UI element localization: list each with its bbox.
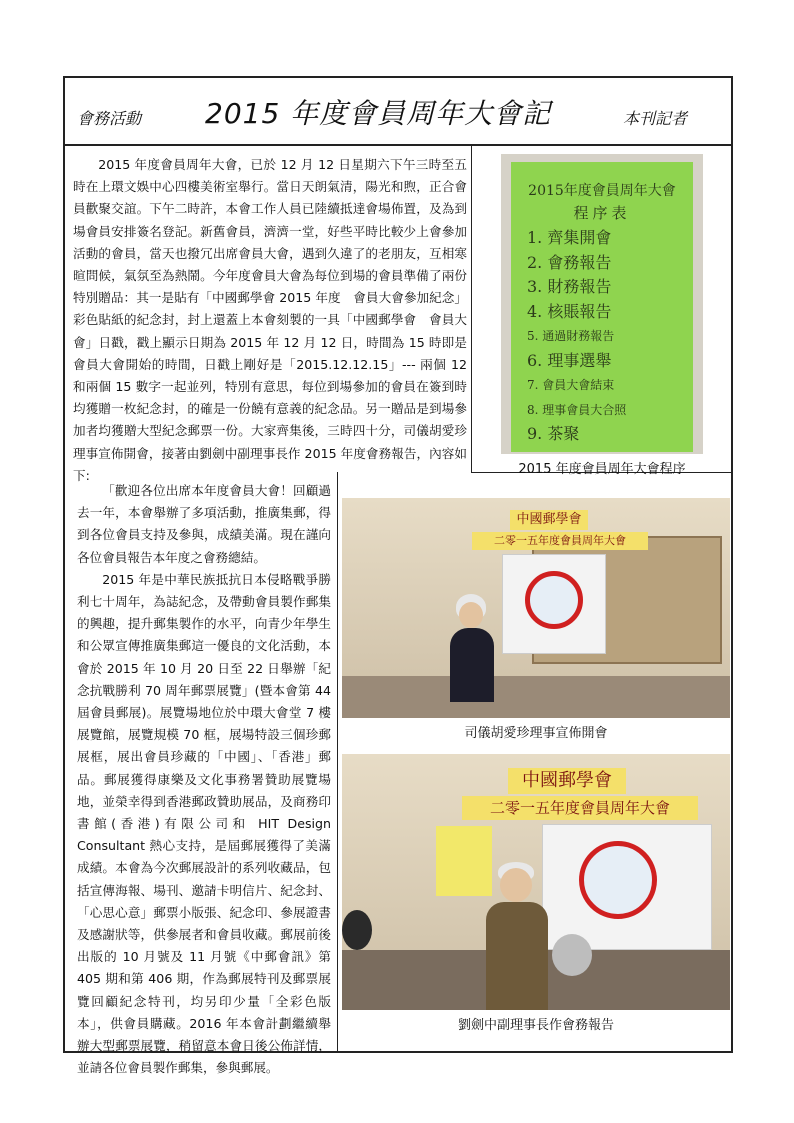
program-list [527, 226, 626, 447]
program-item: 6. 理事選舉 [527, 350, 612, 370]
article-frame [63, 76, 733, 1076]
program-item: 4. 核賬報告 [527, 301, 612, 321]
society-emblem [525, 571, 583, 629]
column-divider-upper [471, 146, 472, 473]
photo-caption-program: 2015 年度會員周年大會程序 [518, 462, 686, 477]
banner-society-name: 中國郵學會 [510, 510, 588, 530]
banner-society-name: 中國郵學會 [508, 768, 626, 794]
article-paragraph-report [77, 480, 331, 1079]
program-item: 3. 財務報告 [527, 277, 612, 296]
report-photo [342, 754, 730, 1010]
photo-caption-mc: 司儀胡愛珍理事宣佈開會 [464, 726, 608, 741]
society-flag [542, 824, 712, 950]
program-item: 5. 通過財務報告 [527, 329, 615, 343]
article-header [65, 78, 731, 146]
report-body: 2015 年是中華民族抵抗日本侵略戰爭勝利七十周年，為誌紀念，及帶動會員製作郵集的興趣，提升郵集製作的水平，向青少年學生和公眾宣傳推廣集郵這一優良的文化活動，本會於 2015 年 10 月 20 日至 22 日舉辦「紀念抗戰勝利 70 周年郵票展覽」(暨本會第 44 屆會員郵展)。展覽場地位於中環大會堂 7 樓展覽館，展覽規模 70 框，展場特設三個珍郵展框，展出會員珍藏的「中國」、「香港」郵品。郵展獲得康樂及文化事務署贊助展覽場地，並榮幸得到香港郵政贊助展品，及商務印書館(香港)有限公司和 HIT Design Consultant 熱心支持，是屆郵展獲得了美滿成績。本會為今次郵展設計的系列收藏品，包括宣傳海報、場刊、邀請卡明信片、紀念封、「心思心意」郵票小版張、紀念印、參展證書及感謝狀等，供參展者和會員收藏。郵展前後出版的 10 月號及 11 月號《中郵會訊》第 405 期和第 406 期，作為郵展特刊及郵票展覽回顧紀念特刊，均另印少量「全彩色版本」，供會員購藏。2016 年本會計劃繼續舉辦大型郵票展覽，稍留意本會日後公佈詳情，並請各位會員製作郵集，參與郵展。 [77, 571, 331, 1076]
program-sheet-photo [501, 154, 703, 454]
small-notice-sheet [436, 826, 492, 896]
program-item: 9. 茶聚 [527, 424, 580, 443]
society-emblem [579, 841, 657, 919]
program-item: 8. 理事會員大合照 [527, 402, 627, 417]
program-sheet-subtitle: 程序表 [573, 204, 631, 222]
section-category: 會務活動 [77, 109, 142, 128]
photo-caption-report: 劉劍中副理事長作會務報告 [457, 1018, 614, 1033]
article-author: 本刊記者 [623, 109, 688, 128]
article-title: 2015 年度會員周年大會記 [205, 97, 552, 130]
banner-meeting-name: 二零一五年度會員周年大會 [462, 796, 698, 820]
program-item: 2. 會務報告 [527, 252, 612, 272]
column-divider-lower [337, 472, 338, 1053]
article-paragraph-intro: 2015 年度會員周年大會，已於 12 月 12 日星期六下午三時至五時在上環文娛中心四樓美術室舉行。當日天朗氣清，陽光和煦，正合會員歡聚交誼。下午二時許，本會工作人員已陸續抵達會場佈置，及為到場會員安排簽名登記。新舊會員，濟濟一堂，好些平時比較少上會參加活動的會員，當天也撥冗出席會員大會，遇到久違了的老朋友，互相寒暄問候，氣氛至為熱鬧。今年度會員大會為每位到場的會員準備了兩份特別贈品：其一是貼有「中國郵學會 2015 年度 會員大會參加紀念」彩色貼紙的紀念封，封上還蓋上本會刻製的一具「中國郵學會 會員大會」日戳，戳上顯示日期為 2015 年 12 月 12 日，時間為 15 時即是會員大會開始的時間，日戳上剛好是「2015.12.12.15」--- 兩個 12 和兩個 15 數字一起並列，特別有意思，每位到場參加的會員在簽到時均獲贈一枚紀念封，的確是一份饒有意義的紀念品。另一贈品是到場參加者均獲贈大型紀念郵票一份。大家齊集後，三時四十分，司儀胡愛珍理事宣佈開會，接著由劉劍中副理事長作 2015 年度會務報告，內容如下: [73, 157, 467, 483]
banner-meeting-name: 二零一五年度會員周年大會 [472, 532, 648, 550]
program-sheet [511, 162, 693, 452]
program-item: 1. 齊集開會 [527, 228, 612, 247]
society-flag [502, 554, 606, 654]
program-sheet-title: 2015年度會員周年大會 [528, 183, 676, 199]
report-opening: 「歡迎各位出席本年度會員大會！回顧過去一年，本會舉辦了多項活動，推廣集郵，得到各位會員支持及參與，成績美滿。現在謹向各位會員報告本年度之會務總結。 [77, 483, 331, 565]
program-item: 7. 會員大會結束 [527, 378, 615, 392]
mc-opening-photo [342, 498, 730, 718]
